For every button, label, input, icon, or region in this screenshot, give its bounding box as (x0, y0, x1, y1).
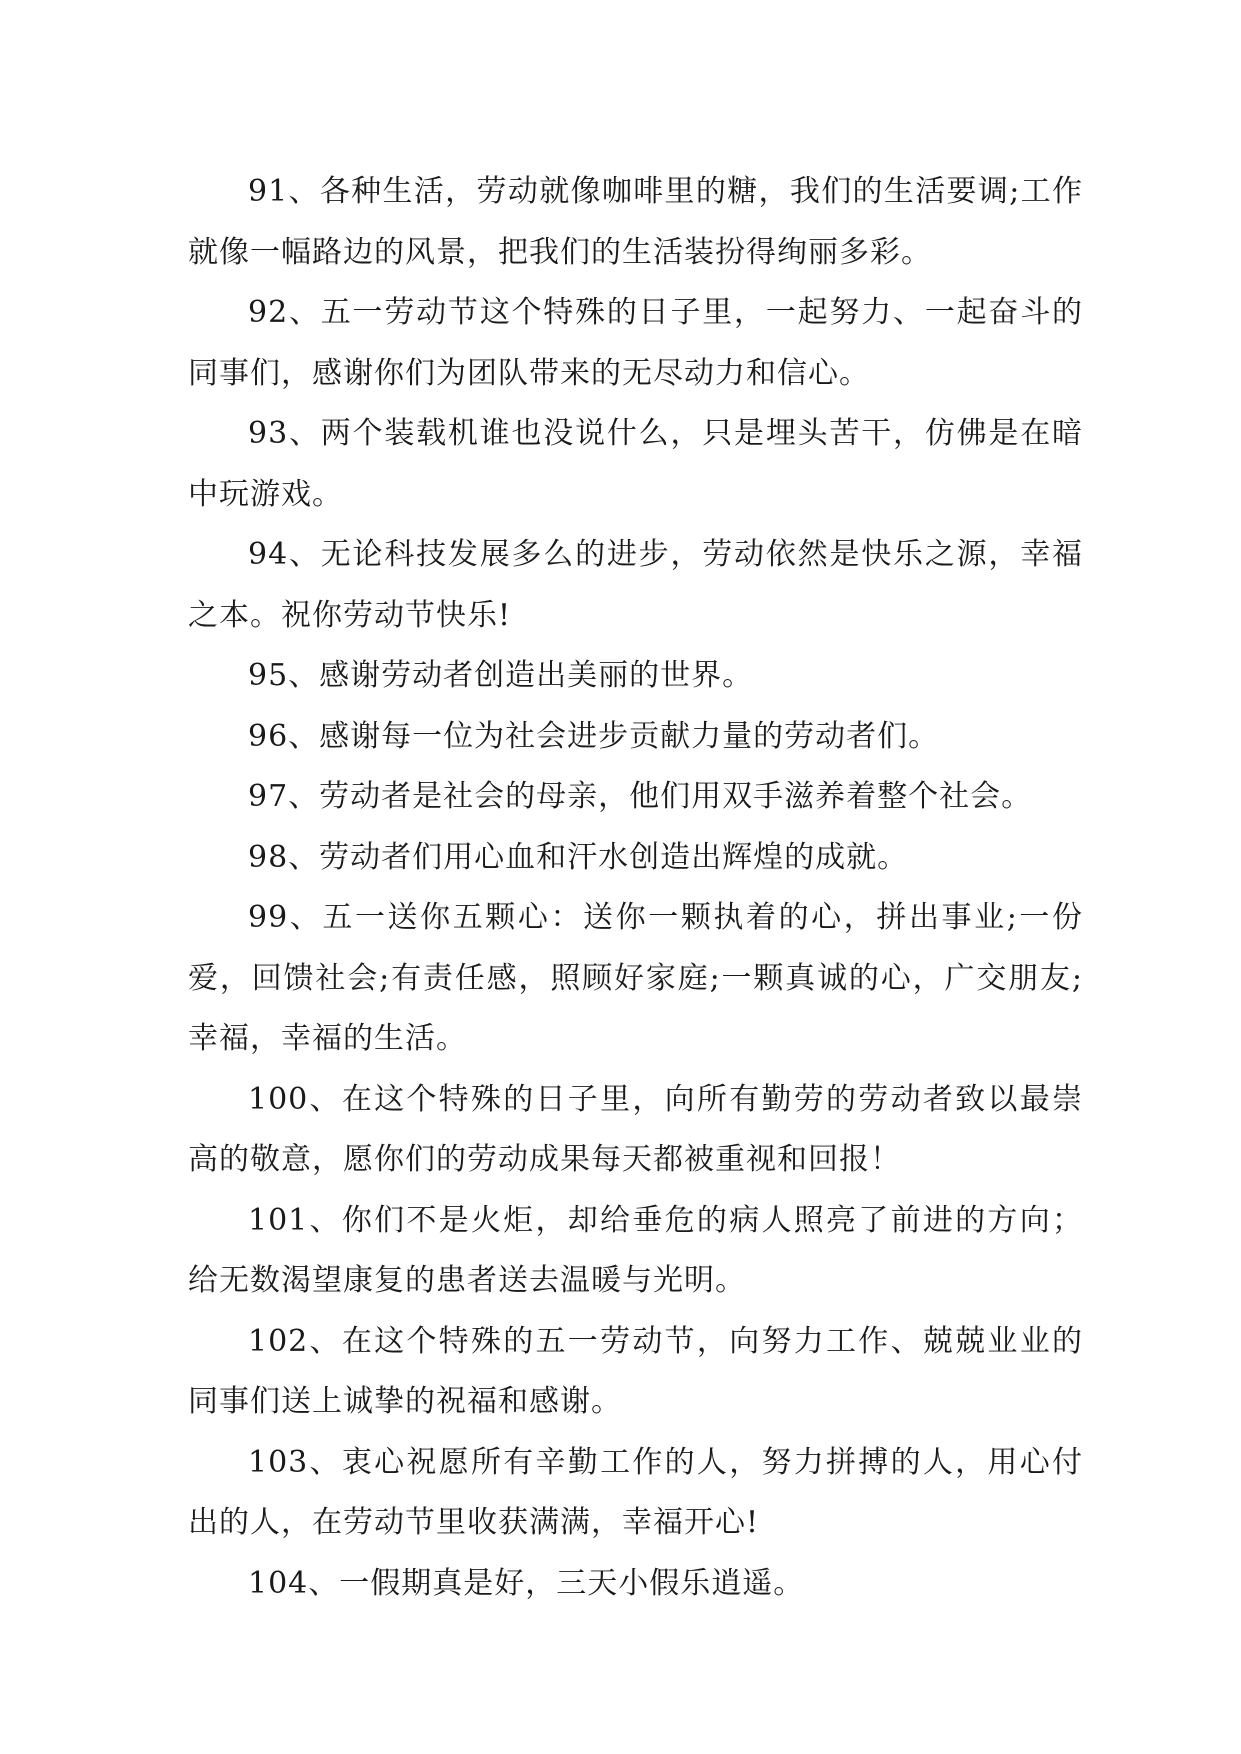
paragraph-93: 93、两个装载机谁也没说什么，只是埋头苦干，仿佛是在暗中玩游戏。 (188, 416, 1083, 512)
paragraph-103: 103、衷心祝愿所有辛勤工作的人，努力拼搏的人，用心付出的人，在劳动节里收获满满，幸福开心! (188, 1444, 1083, 1540)
paragraph-98: 98、劳动者们用心血和汗水创造出辉煌的成就。 (248, 839, 909, 875)
paragraph-91: 91、各种生活，劳动就像咖啡里的糖，我们的生活要调;工作就像一幅路边的风景，把我们的生活装扮得绚丽多彩。 (188, 174, 1083, 270)
paragraph-95: 95、感谢劳动者创造出美丽的世界。 (248, 658, 754, 693)
paragraph-100: 100、在这个特殊的日子里，向所有勤劳的劳动者致以最崇高的敬意，愿你们的劳动成果每天都被重视和回报！ (188, 1081, 1083, 1177)
paragraph-97: 97、劳动者是社会的母亲，他们用双手滋养着整个社会。 (248, 779, 1033, 814)
document-body (188, 162, 1083, 1614)
paragraph-94: 94、无论科技发展多么的进步，劳动依然是快乐之源，幸福之本。祝你劳动节快乐! (188, 537, 1083, 633)
paragraph-99: 99、五一送你五颗心：送你一颗执着的心，拼出事业;一份爱，回馈社会;有责任感，照顾好家庭;一颗真诚的心，广交朋友;幸福，幸福的生活。 (188, 900, 1083, 1056)
paragraph-96: 96、感谢每一位为社会进步贡献力量的劳动者们。 (248, 718, 940, 754)
paragraph-104: 104、一假期真是好，三天小假乐逍遥。 (248, 1565, 805, 1601)
paragraph-102: 102、在这个特殊的五一劳动节，向努力工作、兢兢业业的同事们送上诚挚的祝福和感谢。 (188, 1323, 1083, 1419)
paragraph-101: 101、你们不是火炬，却给垂危的病人照亮了前进的方向；给无数渴望康复的患者送去温暖与光明。 (188, 1202, 1083, 1298)
paragraph-92: 92、五一劳动节这个特殊的日子里，一起努力、一起奋斗的同事们，感谢你们为团队带来的无尽动力和信心。 (188, 295, 1083, 391)
